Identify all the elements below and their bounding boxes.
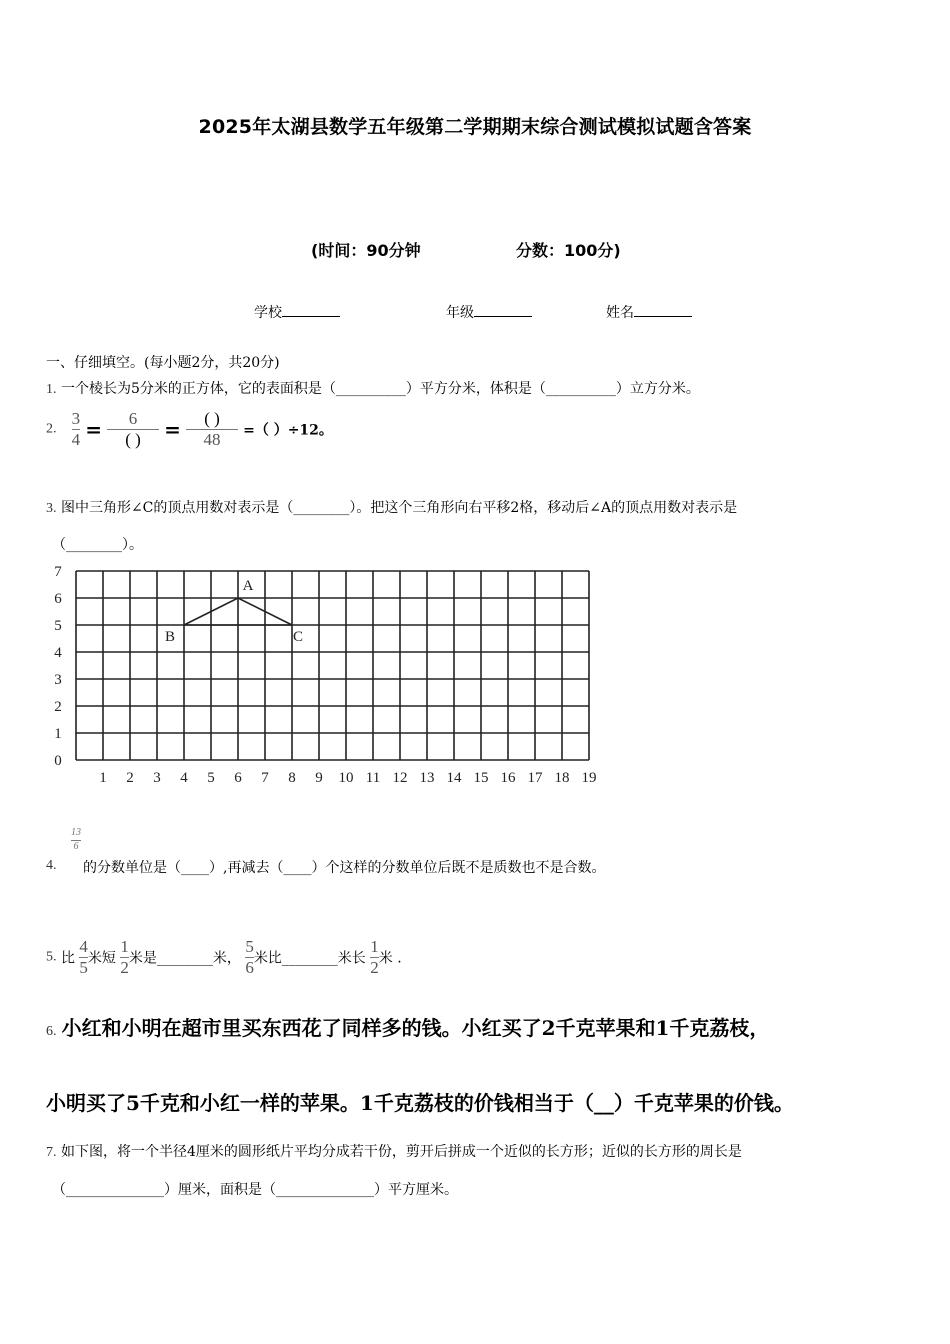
question-6-line-1: [46, 1012, 769, 1041]
question-text: ）立方分米。: [615, 381, 700, 397]
question-number: 7.: [46, 1145, 57, 1160]
question-text: 小红和小明在超市里买东西花了同样多的钱。小红买了2千克苹果和1千克荔枝，: [61, 1016, 770, 1040]
y-axis-tick: 7: [54, 566, 62, 580]
field-school-label: 学校: [254, 305, 282, 321]
question-text[interactable]: 图中三角形∠C的顶点用数对表示是（________）。把这个三角形向右平移2格，移动后∠A的顶点用数对表示是: [60, 500, 738, 516]
field-name-blank[interactable]: [634, 302, 692, 317]
x-axis-tick: 5: [207, 770, 215, 786]
fraction-13-6: 13 6: [71, 827, 81, 852]
answer-blank[interactable]: 米是________米，: [128, 950, 241, 967]
x-axis-tick: 4: [180, 770, 188, 786]
fraction-1-2: $\frac{1}{2}$: [120, 937, 129, 977]
y-axis-tick: 6: [54, 591, 62, 607]
x-axis-tick: 1: [99, 770, 107, 786]
y-axis-tick: 5: [54, 618, 62, 634]
fraction-6-blank[interactable]: $\frac{6}{( )}$: [107, 410, 159, 449]
question-number: 6.: [46, 1024, 57, 1039]
question-3-line-1: [46, 497, 737, 517]
question-text[interactable]: =（ ）÷12。: [243, 422, 333, 439]
x-axis-tick: 10: [338, 770, 354, 786]
x-axis-tick: 13: [419, 770, 435, 786]
question-number: 5.: [46, 949, 57, 965]
fraction-blank-48[interactable]: $\frac{( )}{48}$: [186, 410, 238, 449]
field-grade[interactable]: [446, 302, 532, 322]
y-axis-tick: 1: [54, 726, 62, 742]
x-axis-tick: 3: [153, 770, 161, 786]
question-text: ）平方分米，体积是（: [405, 381, 546, 397]
x-axis-tick: 17: [527, 770, 543, 786]
fraction-3-4: $\frac{3}{4}$: [71, 409, 81, 449]
x-axis-tick: 9: [315, 770, 323, 786]
question-text: 如下图，将一个半径4厘米的圆形纸片平均分成若干份，剪开后拼成一个近似的长方形；近似的长方形的周长是: [60, 1144, 742, 1160]
section-heading: 一、仔细填空。(每小题2分，共20分): [46, 355, 280, 371]
field-school-blank[interactable]: [282, 302, 340, 317]
field-grade-label: 年级: [446, 305, 474, 321]
field-grade-blank[interactable]: [474, 302, 532, 317]
grid-lines: [76, 571, 589, 760]
grid-axis-labels: [54, 566, 596, 786]
field-school[interactable]: [254, 302, 340, 322]
question-number: 3.: [46, 501, 57, 516]
x-axis-tick: 15: [473, 770, 489, 786]
y-axis-tick: 2: [54, 699, 62, 715]
question-number: 4.: [46, 858, 57, 873]
point-label-a: A: [242, 578, 254, 594]
point-label-c: C: [292, 629, 304, 645]
x-axis-tick: 18: [554, 770, 570, 786]
exam-title: 2025年太湖县数学五年级第二学期期末综合测试模拟试题含答案: [198, 116, 752, 138]
coordinate-grid-figure: [44, 566, 604, 801]
question-7-line-1: [46, 1141, 742, 1161]
x-axis-tick: 6: [234, 770, 242, 786]
grid-point-labels: [165, 578, 303, 645]
question-text: 一个棱长为5分米的正方体，它的表面积是（: [60, 381, 336, 397]
answer-blank-2[interactable]: __________: [545, 381, 616, 397]
fraction-4-5: $\frac{4}{5}$: [79, 937, 88, 977]
x-axis-tick: 12: [392, 770, 408, 786]
exam-score: 分数：100分): [516, 241, 621, 260]
question-7-line-2[interactable]: （______________）厘米，面积是（______________）平方厘米。: [52, 1182, 458, 1198]
x-axis-tick: 16: [500, 770, 516, 786]
question-text[interactable]: 的分数单位是（____）,再减去（____）个这样的分数单位后既不是质数也不是合数。: [83, 860, 606, 876]
fraction-1-2: $\frac{1}{2}$: [370, 937, 379, 977]
x-axis-tick: 14: [446, 770, 462, 786]
x-axis-tick: 11: [365, 770, 381, 786]
y-axis-tick: 4: [54, 645, 62, 661]
fraction-5-6: $\frac{5}{6}$: [245, 937, 254, 977]
question-number: 1.: [46, 382, 57, 397]
y-axis-tick: 3: [54, 672, 62, 688]
question-1: [46, 378, 700, 398]
question-5: 5. 比 $\frac{4}{5}$ 米短 $\frac{1}{2}$ 米是________米， $\frac{5}{6}$ 米比________米长 $\frac{1}{2}$ 米 .: [46, 937, 402, 977]
x-axis-tick: 7: [261, 770, 269, 786]
exam-time: (时间：90分钟: [311, 241, 421, 260]
answer-blank[interactable]: 米比________米长: [253, 950, 366, 967]
question-number: 2.: [46, 421, 57, 437]
field-name-label: 姓名: [606, 305, 634, 321]
point-label-b: B: [164, 629, 176, 645]
field-name[interactable]: [606, 302, 692, 322]
question-3-line-2[interactable]: （________）。: [52, 537, 143, 553]
question-2: 2. $\frac{3}{4}$ = $\frac{6}{( )}$ = $\frac{( )}{48}$ =（ ）÷12。: [46, 409, 333, 449]
x-axis-tick: 8: [288, 770, 296, 786]
answer-blank-1[interactable]: __________: [335, 381, 406, 397]
y-axis-tick: 0: [54, 753, 62, 769]
x-axis-tick: 19: [581, 770, 597, 786]
x-axis-tick: 2: [126, 770, 134, 786]
question-6-line-2[interactable]: 小明买了5千克和小红一样的苹果。1千克荔枝的价钱相当于（__）千克苹果的价钱。: [46, 1091, 794, 1115]
